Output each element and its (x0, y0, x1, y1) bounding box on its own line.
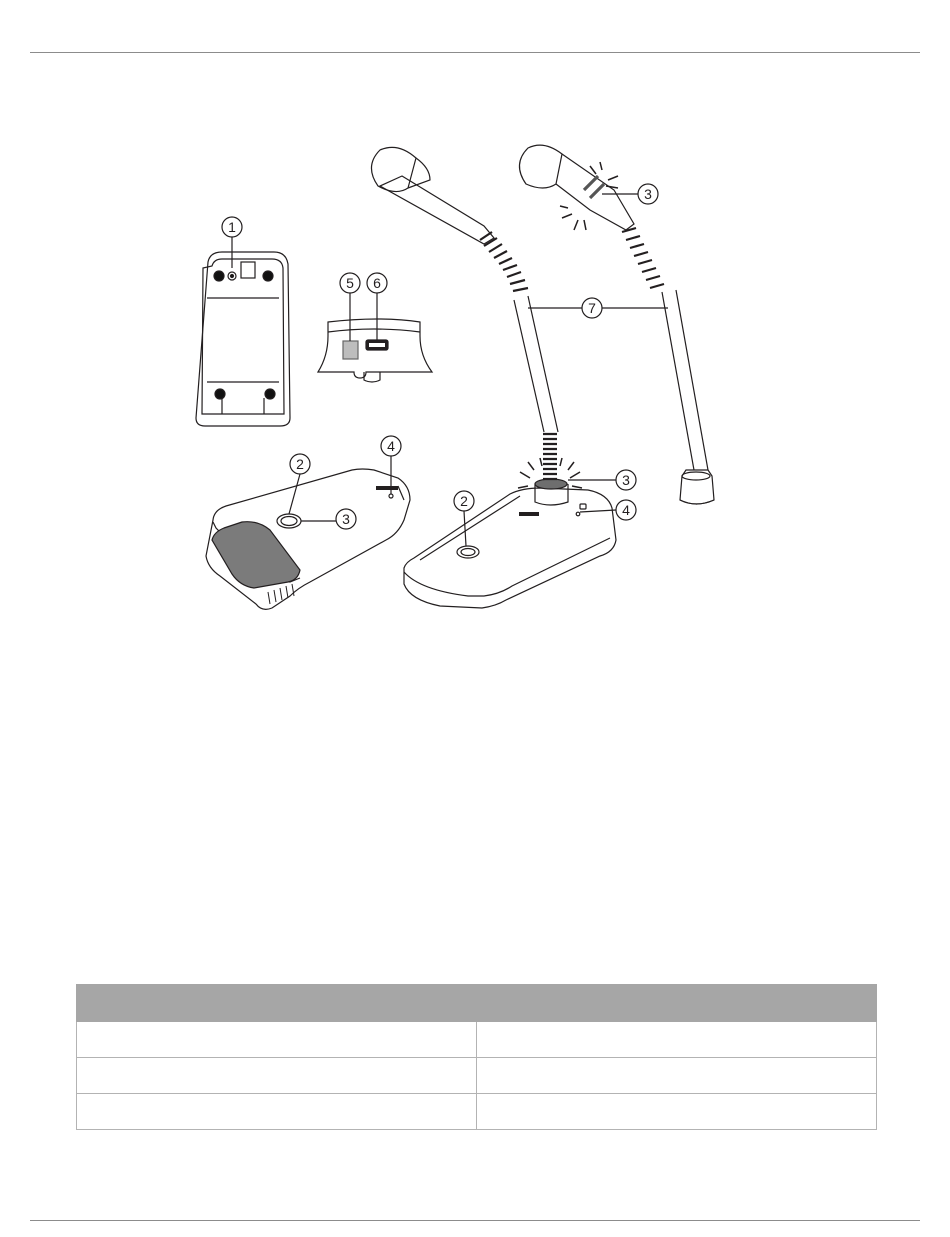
delegate-unit-flat (206, 469, 410, 609)
callout-4-base: 4 (622, 502, 630, 518)
callout-2-flat: 2 (296, 456, 304, 472)
table-cell (77, 1094, 477, 1130)
led-ring-icon (584, 176, 604, 198)
table-header-row (77, 985, 877, 1022)
table-cell (477, 1094, 877, 1130)
table-header-cell (77, 985, 477, 1022)
callout-3-flat: 3 (342, 511, 350, 527)
table-cell (77, 1058, 477, 1094)
callout-1: 1 (228, 219, 236, 235)
callout-3-gooseneck: 3 (644, 186, 652, 202)
gooseneck-mic-with-base (371, 147, 616, 608)
table-cell (477, 1022, 877, 1058)
led-ring-icon (535, 479, 567, 489)
led-rays (518, 162, 618, 488)
table-header-cell (477, 985, 877, 1022)
callout-6: 6 (373, 275, 381, 291)
connector-panel (318, 319, 432, 382)
table-row (77, 1058, 877, 1094)
table-row (77, 1094, 877, 1130)
table-cell (77, 1022, 477, 1058)
callout-5: 5 (346, 275, 354, 291)
status-light-icon (389, 494, 393, 498)
table-row (77, 1022, 877, 1058)
bottom-rule (30, 1220, 920, 1221)
callout-4-flat: 4 (387, 438, 395, 454)
detached-gooseneck (519, 145, 714, 504)
table-cell (477, 1058, 877, 1094)
callout-7: 7 (588, 300, 596, 316)
connector-port-icon (343, 341, 358, 359)
spec-table (76, 984, 877, 1130)
callout-2-base: 2 (460, 493, 468, 509)
push-button-icon (457, 546, 479, 558)
bottom-view-unit (196, 252, 290, 426)
callout-3-base: 3 (622, 472, 630, 488)
status-light-icon (576, 512, 580, 516)
